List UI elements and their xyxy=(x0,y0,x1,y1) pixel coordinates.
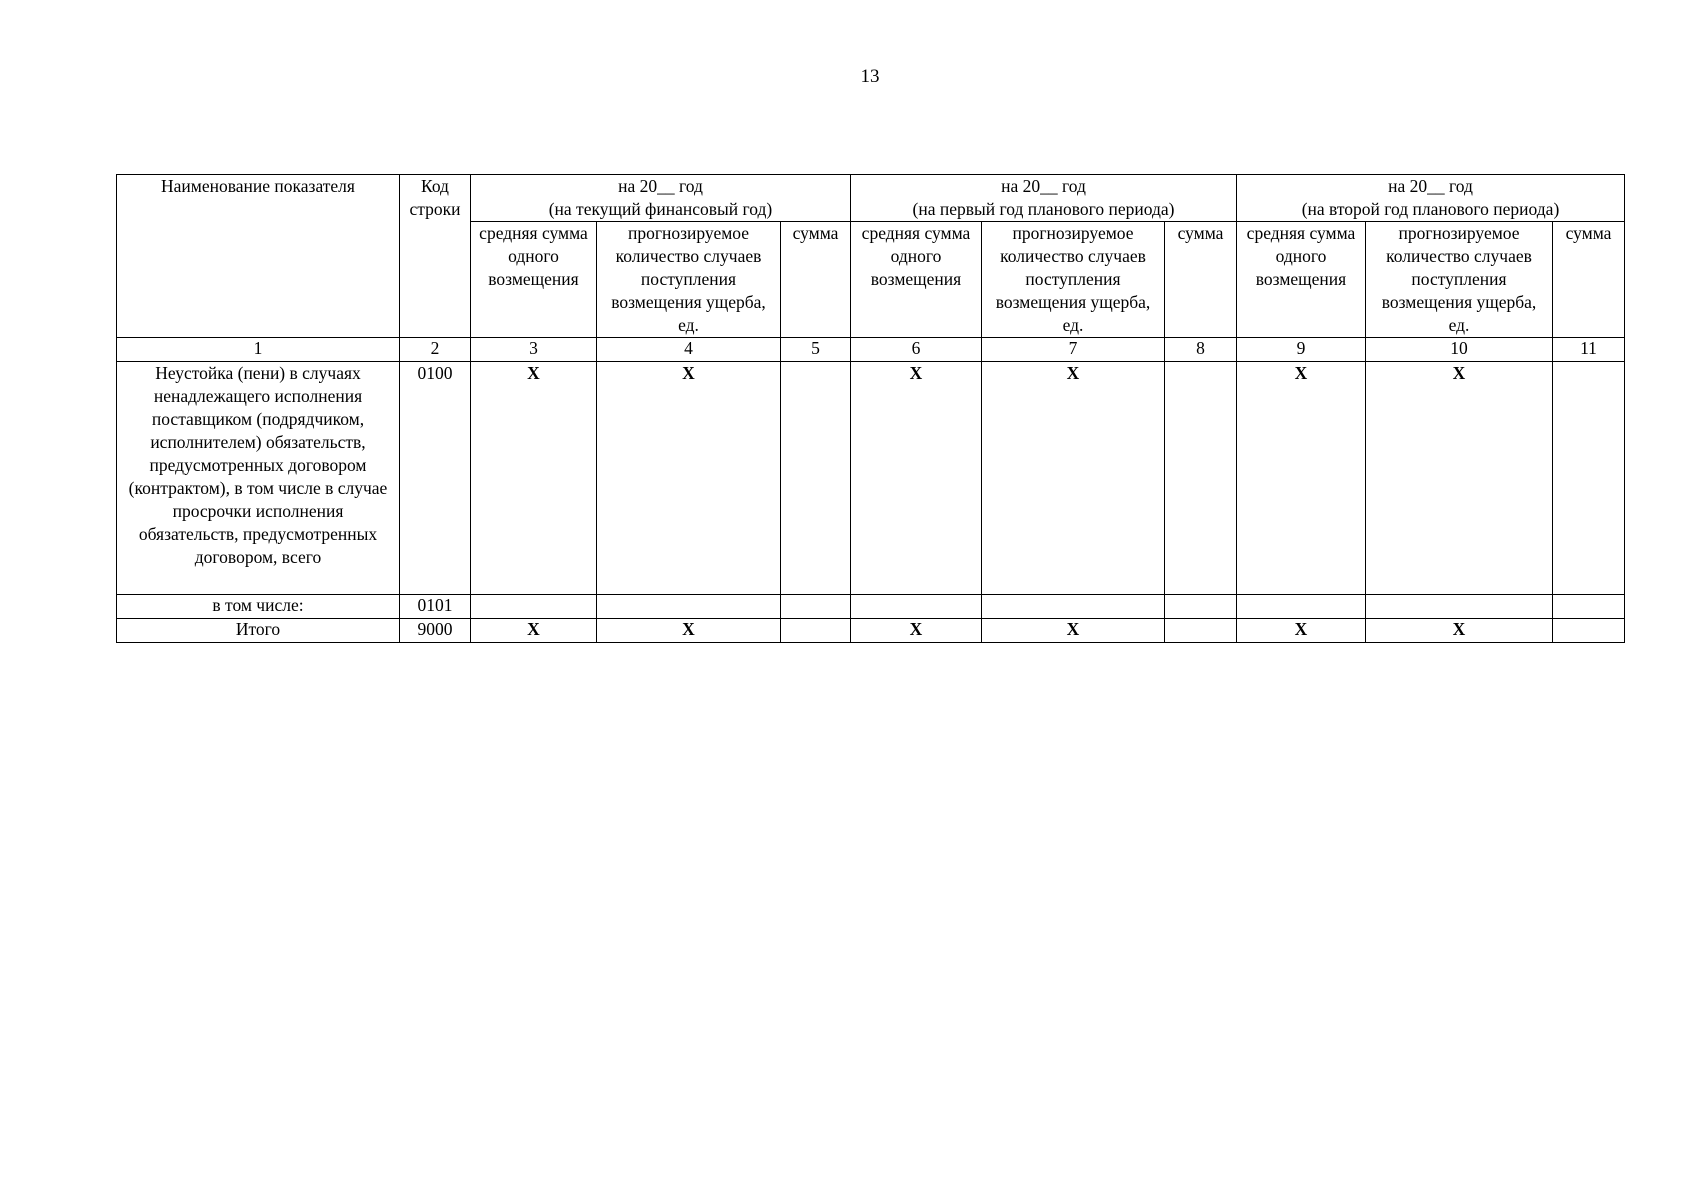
subheader-forecast-count: прогнозируемое количество случаев поступления возмещения ущерба, ед. xyxy=(597,222,781,338)
subheader-average-sum: средняя сумма одного возмещения xyxy=(471,222,597,338)
header-row-code: Код строки xyxy=(400,175,471,338)
column-number: 11 xyxy=(1553,338,1625,362)
indicator-table xyxy=(116,174,1625,643)
column-number: 9 xyxy=(1237,338,1366,362)
header-indicator-name: Наименование показателя xyxy=(117,175,400,338)
column-number: 2 xyxy=(400,338,471,362)
column-number: 3 xyxy=(471,338,597,362)
table-cell xyxy=(781,619,851,643)
table-cell xyxy=(1553,619,1625,643)
column-number: 7 xyxy=(982,338,1165,362)
table-cell: X xyxy=(851,362,982,595)
subheader-sum: сумма xyxy=(1165,222,1237,338)
subheader-average-sum: средняя сумма одного возмещения xyxy=(1237,222,1366,338)
subheader-sum: сумма xyxy=(781,222,851,338)
table-cell xyxy=(982,595,1165,619)
row-code: 0100 xyxy=(400,362,471,595)
column-number: 10 xyxy=(1366,338,1553,362)
table-cell: X xyxy=(1366,362,1553,595)
row-total-label: Итого xyxy=(117,619,400,643)
column-number: 1 xyxy=(117,338,400,362)
header-period-current xyxy=(471,175,851,222)
table-cell: X xyxy=(1366,619,1553,643)
header-row-periods xyxy=(117,175,1625,222)
table-cell: X xyxy=(982,619,1165,643)
table-cell: X xyxy=(471,619,597,643)
table-cell: X xyxy=(1237,619,1366,643)
table-cell xyxy=(1366,595,1553,619)
table-cell xyxy=(597,595,781,619)
table-cell: X xyxy=(597,619,781,643)
table-row-penalty xyxy=(117,362,1625,595)
table-cell xyxy=(1237,595,1366,619)
subheader-average-sum: средняя сумма одного возмещения xyxy=(851,222,982,338)
period-year-label: на 20__ год xyxy=(618,176,703,196)
table-cell xyxy=(471,595,597,619)
row-indicator-name: Неустойка (пени) в случаях ненадлежащего исполнения поставщиком (подрядчиком, исполнителем) обязательств, предусмотренных договором (контрактом), в том числе в случае просрочки исполнения обязательств, предусмотренных договором, всего xyxy=(117,362,400,595)
row-indicator-name: в том числе: xyxy=(117,595,400,619)
subheader-forecast-count: прогнозируемое количество случаев поступления возмещения ущерба, ед. xyxy=(982,222,1165,338)
table-cell xyxy=(1165,595,1237,619)
header-period-first-planned xyxy=(851,175,1237,222)
row-code: 0101 xyxy=(400,595,471,619)
column-number: 4 xyxy=(597,338,781,362)
column-number: 6 xyxy=(851,338,982,362)
table-cell: X xyxy=(1237,362,1366,595)
period-description: (на текущий финансовый год) xyxy=(548,199,773,219)
table-cell: X xyxy=(982,362,1165,595)
table-cell xyxy=(1165,619,1237,643)
table-cell: X xyxy=(851,619,982,643)
table-cell xyxy=(1165,362,1237,595)
table-row-including xyxy=(117,595,1625,619)
table-cell: X xyxy=(597,362,781,595)
table-cell xyxy=(1553,362,1625,595)
period-description: (на второй год планового периода) xyxy=(1301,199,1560,219)
period-year-label: на 20__ год xyxy=(1388,176,1473,196)
table-cell xyxy=(1553,595,1625,619)
period-year-label: на 20__ год xyxy=(1001,176,1086,196)
table-cell xyxy=(781,595,851,619)
column-number: 5 xyxy=(781,338,851,362)
column-number: 8 xyxy=(1165,338,1237,362)
table-cell xyxy=(781,362,851,595)
page-number: 13 xyxy=(860,66,880,87)
subheader-forecast-count: прогнозируемое количество случаев поступления возмещения ущерба, ед. xyxy=(1366,222,1553,338)
period-description: (на первый год планового периода) xyxy=(912,199,1175,219)
table-row-total xyxy=(117,619,1625,643)
subheader-sum: сумма xyxy=(1553,222,1625,338)
table-cell: X xyxy=(471,362,597,595)
column-number-row xyxy=(117,338,1625,362)
table-cell xyxy=(851,595,982,619)
header-period-second-planned xyxy=(1237,175,1625,222)
row-code: 9000 xyxy=(400,619,471,643)
